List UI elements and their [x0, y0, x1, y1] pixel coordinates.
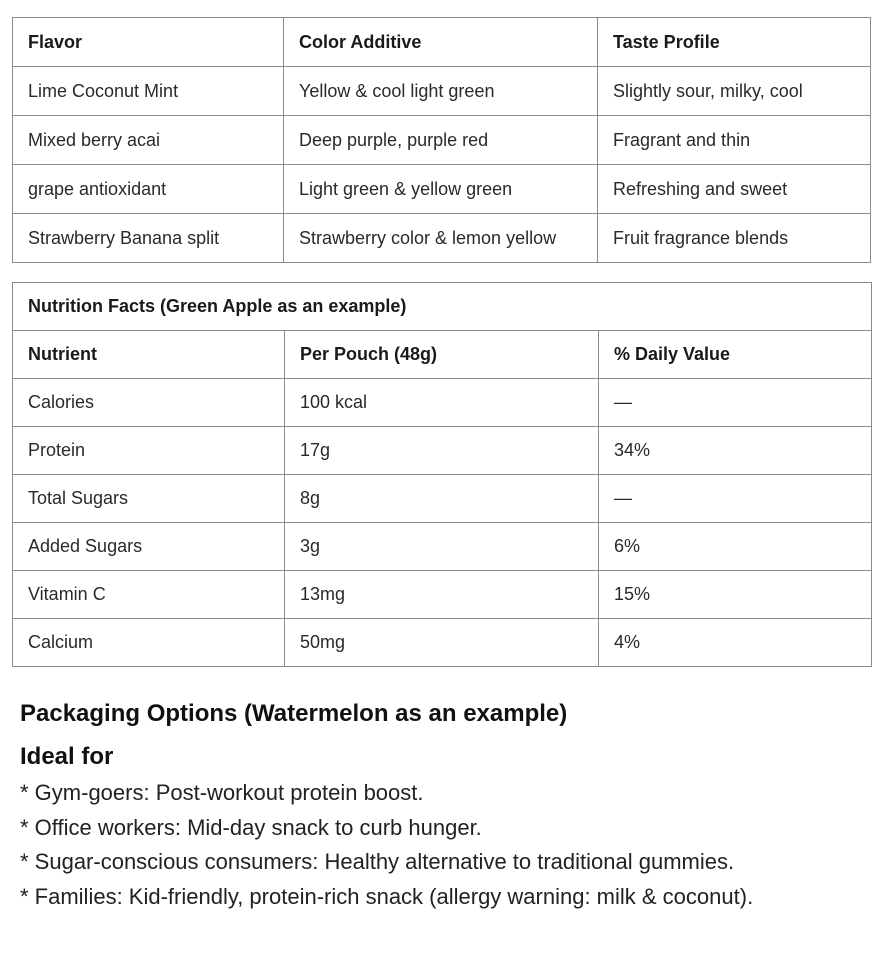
flavor-header-color-additive: Color Additive: [284, 18, 598, 67]
color-additive-cell: Deep purple, purple red: [284, 116, 598, 165]
per-pouch-cell: 8g: [285, 475, 599, 523]
list-item: * Families: Kid-friendly, protein-rich snack (allergy warning: milk & coconut).: [20, 883, 754, 909]
table-row: [13, 379, 872, 427]
packaging-options-heading: Packaging Options (Watermelon as an example): [20, 700, 568, 727]
nutrition-header-daily-value: % Daily Value: [599, 331, 872, 379]
color-additive-cell: Yellow & cool light green: [284, 67, 598, 116]
flavor-header-flavor: Flavor: [13, 18, 284, 67]
per-pouch-cell: 3g: [285, 523, 599, 571]
per-pouch-cell: 50mg: [285, 619, 599, 667]
nutrient-cell: Total Sugars: [13, 475, 285, 523]
nutrient-cell: Protein: [13, 427, 285, 475]
nutrient-cell: Vitamin C: [13, 571, 285, 619]
table-row: [13, 214, 871, 263]
flavor-header-row: [13, 18, 871, 67]
daily-value-cell: —: [599, 379, 872, 427]
taste-profile-cell: Refreshing and sweet: [598, 165, 871, 214]
table-row: [13, 116, 871, 165]
taste-profile-cell: Fragrant and thin: [598, 116, 871, 165]
table-row: [13, 571, 872, 619]
flavor-cell: Strawberry Banana split: [13, 214, 284, 263]
per-pouch-cell: 100 kcal: [285, 379, 599, 427]
ideal-for-heading: Ideal for: [20, 743, 114, 770]
nutrition-header-nutrient: Nutrient: [13, 331, 285, 379]
nutrient-cell: Added Sugars: [13, 523, 285, 571]
nutrition-header-per-pouch: Per Pouch (48g): [285, 331, 599, 379]
table-row: [13, 165, 871, 214]
daily-value-cell: 6%: [599, 523, 872, 571]
per-pouch-cell: 13mg: [285, 571, 599, 619]
color-additive-cell: Strawberry color & lemon yellow: [284, 214, 598, 263]
table-row: [13, 427, 872, 475]
list-item: * Office workers: Mid-day snack to curb hunger.: [20, 814, 482, 840]
daily-value-cell: 4%: [599, 619, 872, 667]
flavor-cell: grape antioxidant: [13, 165, 284, 214]
table-row: [13, 67, 871, 116]
table-row: [13, 523, 872, 571]
daily-value-cell: 15%: [599, 571, 872, 619]
daily-value-cell: —: [599, 475, 872, 523]
taste-profile-cell: Fruit fragrance blends: [598, 214, 871, 263]
taste-profile-cell: Slightly sour, milky, cool: [598, 67, 871, 116]
ideal-for-list: [20, 776, 753, 914]
flavor-header-taste-profile: Taste Profile: [598, 18, 871, 67]
list-item: * Sugar-conscious consumers: Healthy alternative to traditional gummies.: [20, 849, 735, 874]
nutrition-title-row: [13, 283, 872, 331]
nutrition-table-title: Nutrition Facts (Green Apple as an example): [13, 283, 872, 331]
nutrient-cell: Calories: [13, 379, 285, 427]
list-item: * Gym-goers: Post-workout protein boost.: [20, 780, 424, 805]
nutrient-cell: Calcium: [13, 619, 285, 667]
flavor-cell: Mixed berry acai: [13, 116, 284, 165]
table-row: [13, 475, 872, 523]
daily-value-cell: 34%: [599, 427, 872, 475]
nutrition-header-row: [13, 331, 872, 379]
color-additive-cell: Light green & yellow green: [284, 165, 598, 214]
per-pouch-cell: 17g: [285, 427, 599, 475]
flavor-table: [12, 17, 871, 263]
flavor-cell: Lime Coconut Mint: [13, 67, 284, 116]
nutrition-facts-table: [12, 282, 872, 667]
table-row: [13, 619, 872, 667]
